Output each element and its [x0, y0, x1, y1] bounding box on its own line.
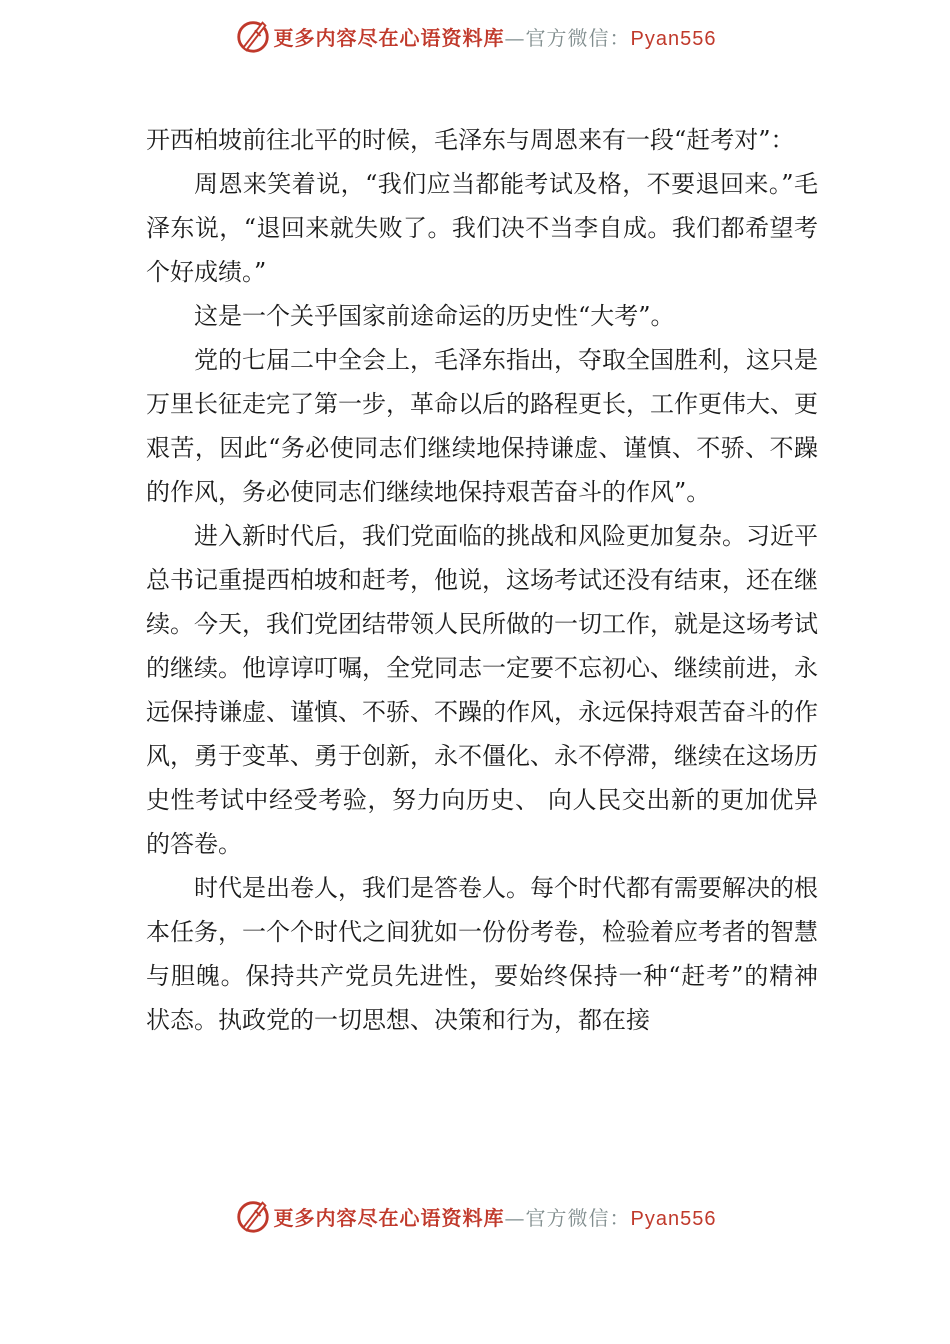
footer-wechat-id: Pyan556 [630, 1207, 717, 1230]
footer-separator-text: —官方微信： [504, 1205, 631, 1230]
header-wechat-id: Pyan556 [630, 27, 717, 50]
document-body [146, 118, 818, 1042]
footer-text [274, 1202, 717, 1231]
pen-circle-logo-icon [234, 17, 272, 55]
header-brand-text: 更多内容尽在心语资料库 [273, 25, 505, 50]
footer-brand-text: 更多内容尽在心语资料库 [273, 1205, 505, 1230]
paragraph: 党的七届二中全会上，毛泽东指出，夺取全国胜利，这只是万里长征走完了第一步，革命以后的路程更长，工作更伟大、更艰苦，因此“务必使同志们继续地保持谦虚、谨慎、不骄、不躁的作风，务必使同志们继续地保持艰苦奋斗的作风”。 [146, 346, 818, 506]
paragraph: 进入新时代后，我们党面临的挑战和风险更加复杂。习近平总书记重提西柏坡和赶考，他说，这场考试还没有结束，还在继续。今天，我们党团结带领人民所做的一切工作，就是这场考试的继续。他谆谆叮嘱，全党同志一定要不忘初心、继续前进，永远保持谦虚、谨慎、不骄、不躁的作风，永远保持艰苦奋斗的作风，勇于变革、勇于创新，永不僵化、永不停滞，继续在这场历史性考试中经受考验，努力向历史、 向人民交出新的更加优异的答卷。 [146, 522, 818, 858]
paragraph: 开西柏坡前往北平的时候，毛泽东与周恩来有一段“赶考对”： [146, 126, 795, 154]
header-text [274, 22, 717, 51]
pen-circle-logo-icon [234, 1197, 272, 1235]
paragraph: 这是一个关乎国家前途命运的历史性“大考”。 [194, 302, 675, 330]
paragraph: 时代是出卷人，我们是答卷人。每个时代都有需要解决的根本任务，一个个时代之间犹如一份份考卷，检验着应考者的智慧与胆魄。保持共产党员先进性，要始终保持一种“赶考”的精神状态。执政党的一切思想、决策和行为，都在接 [146, 874, 818, 1034]
header-banner [0, 16, 950, 56]
footer-banner [0, 1196, 950, 1236]
header-separator-text: —官方微信： [504, 25, 631, 50]
paragraph: 周恩来笑着说，“我们应当都能考试及格，不要退回来。”毛泽东说，“退回来就失败了。我们决不当李自成。我们都希望考个好成绩。” [146, 170, 818, 286]
